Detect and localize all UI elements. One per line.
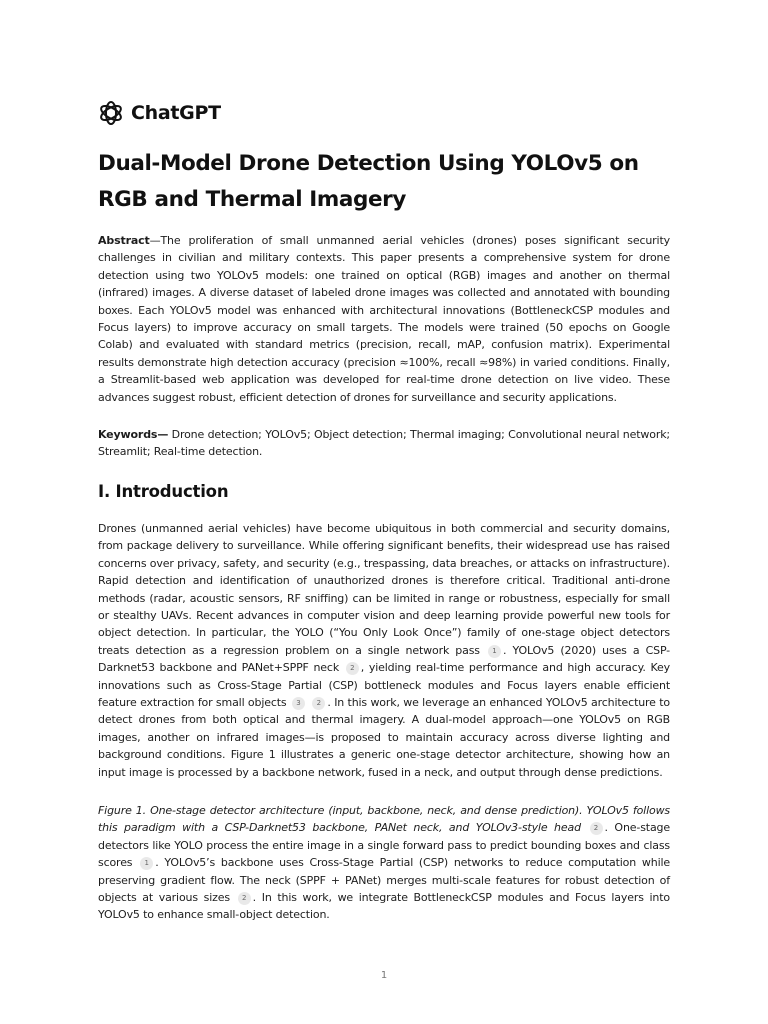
- keywords-paragraph: [98, 426, 670, 461]
- caption-italic-text: Figure 1. One-stage detector architecture (input, backbone, neck, and dense prediction). YOLOv5 follows this paradigm with a CSP-Darknet53 backbone, PANet neck, and YOLOv3-style head: [98, 804, 670, 835]
- intro-text: . In this work, we leverage an enhanced YOLOv5 architecture to detect drones from both optical and thermal imagery. A dual-model approach—one YOLOv5 on RGB images, another on infrared images—is proposed to maintain accuracy across diverse lighting and background conditions. Figure 1 illustrates a generic one-stage detector architecture, showing how an input image is processed by a backbone network, fused in a neck, and output through dense predictions.: [98, 696, 670, 779]
- citation-badge[interactable]: 1: [140, 857, 153, 870]
- brand-header: [98, 100, 221, 126]
- figure-caption: [98, 802, 670, 924]
- citation-badge[interactable]: 2: [238, 892, 251, 905]
- intro-text: . YOLOv5 (2020) uses a CSP-Darknet53 backbone and PANet+SPPF neck: [98, 643, 671, 675]
- intro-paragraph: [98, 520, 670, 781]
- keywords-label: Keywords—: [98, 428, 169, 441]
- page-number: 1: [380, 970, 388, 981]
- abstract-text: —The proliferation of small unmanned aerial vehicles (drones) poses significant security challenges in civilian and military contexts. This paper presents a comprehensive system for drone detection using two YOLOv5 models: one trained on optical (RGB) images and another on thermal (infrared) images. A diverse dataset of labeled drone images was collected and annotated with bounding boxes. Each YOLOv5 model was enhanced with architectural innovations (BottleneckCSP modules and Focus layers) to improve accuracy on small targets. The models were trained (50 epochs on Google Colab) and evaluated with standard metrics (precision, recall, mAP, confusion matrix). Experimental results demonstrate high detection accuracy (precision ≈100%, recall ≈98%) in varied conditions. Finally, a Streamlit-based web application was developed for real-time drone detection on live video. These advances suggest robust, efficient detection of drones for surveillance and security applications.: [98, 234, 670, 404]
- citation-badge[interactable]: 2: [590, 822, 603, 835]
- caption-text: . In this work, we integrate BottleneckCSP modules and Focus layers into YOLOv5 to enhance small-object detection.: [98, 891, 670, 922]
- keywords-text: Drone detection; YOLOv5; Object detection; Thermal imaging; Convolutional neural network; Streamlit; Real-time detection.: [98, 428, 670, 459]
- openai-logo-icon: [98, 100, 124, 126]
- abstract-label: Abstract: [98, 234, 150, 247]
- section-heading: I. Introduction: [98, 482, 229, 501]
- caption-text: . One-stage detectors like YOLO process the entire image in a single forward pass to predict bounding boxes and class scores: [98, 821, 670, 870]
- abstract-paragraph: [98, 232, 670, 406]
- intro-text: Drones (unmanned aerial vehicles) have become ubiquitous in both commercial and security domains, from package delivery to surveillance. While offering significant benefits, their widespread use has raised concerns over privacy, safety, and security (e.g., trespassing, data breaches, or attacks on infrastructure). Rapid detection and identification of unauthorized drones is therefore critical. Traditional anti-drone methods (radar, acoustic sensors, RF sniffing) can be limited in range or robustness, especially for small or stealthy UAVs. Recent advances in computer vision and deep learning provide powerful new tools for object detection. In particular, the YOLO (“You Only Look Once”) family of one-stage object detectors treats detection as a regression problem on a single network pass: [98, 522, 670, 657]
- citation-badge[interactable]: 2: [312, 697, 325, 710]
- caption-text: . YOLOv5’s backbone uses Cross-Stage Partial (CSP) networks to reduce computation while preserving gradient flow. The neck (SPPF + PANet) merges multi-scale features for robust detection of objects at various sizes: [98, 856, 670, 905]
- citation-badge[interactable]: 1: [488, 645, 501, 658]
- citation-badge[interactable]: 2: [346, 662, 359, 675]
- intro-text: , yielding real-time performance and high accuracy. Key innovations such as Cross-Stage Partial (CSP) bottleneck modules and Focus layers enable efficient feature extraction for small objects: [98, 661, 670, 710]
- citation-badge[interactable]: 3: [292, 697, 305, 710]
- brand-name: ChatGPT: [131, 102, 221, 124]
- page-title: Dual-Model Drone Detection Using YOLOv5 on RGB and Thermal Imagery: [98, 151, 639, 212]
